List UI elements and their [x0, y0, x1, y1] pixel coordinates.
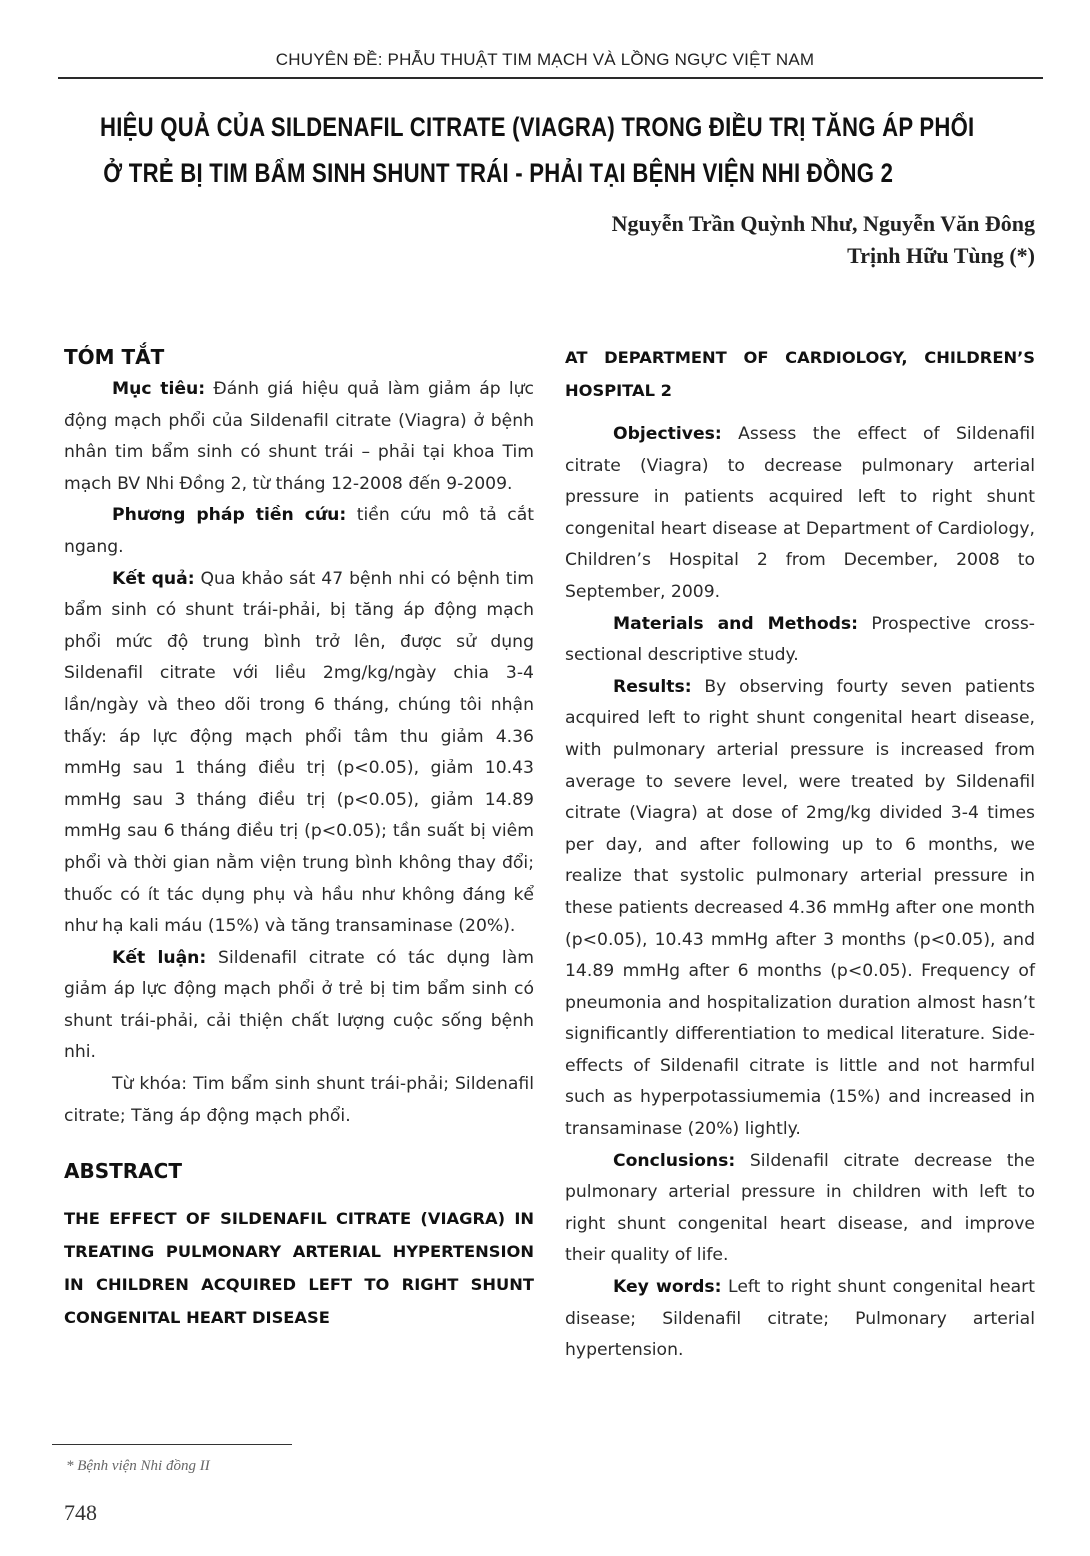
summary-results [64, 564, 534, 943]
objective-label: Mục tiêu: [112, 379, 206, 399]
abstract-title-part1: THE EFFECT OF SILDENAFIL CITRATE (VIAGRA) IN TREATING PULMONARY ARTERIAL HYPERTENSION IN CHILDREN ACQUIRED LEFT TO RIGHT SHUNT CONGENITAL HEART DISEASE [64, 1209, 534, 1328]
article-title [100, 104, 1051, 196]
abstract-title-part2: AT DEPARTMENT OF CARDIOLOGY, CHILDREN’S HOSPITAL 2 [565, 348, 1035, 400]
abstract-methods [565, 609, 1035, 672]
results-label-en: Results: [613, 676, 692, 697]
left-column [64, 340, 534, 1334]
authors-line-2: Trịnh Hữu Tùng (*) [847, 243, 1035, 268]
header-rule [58, 77, 1043, 79]
summary-conclusion [64, 943, 534, 1069]
spacer [64, 1132, 534, 1154]
abstract-objectives [565, 419, 1035, 609]
abstract-keywords [565, 1272, 1035, 1367]
results-text-en: By observing fourty seven patients acquired left to right shunt congenital heart disease, with pulmonary arterial pressure is increased from average to severe level, were treated by Sildenafil citrate (Viagra) at dose of 2mg/kg divided 3-4 times per day, and after following up to 6 months, we realize that systolic pulmonary arterial pressure in these patients decreased 4.36 mmHg after one month (p<0.05), 10.43 mmHg after 3 months (p<0.05), and 14.89 mmHg after 6 months (p<0.05). Frequency of pneumonia and hospitalization duration almost hasn’t significantly differentiation to medical literature. Side-effects of Sildenafil citrate is little and not harmful such as hyperpotassiumemia (15%) and increased in transaminase (20%) lightly. [565, 676, 1035, 1140]
objectives-label: Objectives: [613, 424, 722, 444]
running-header: CHUYÊN ĐỀ: PHẪU THUẬT TIM MẠCH VÀ LỒNG NGỰC VIỆT NAM [275, 50, 815, 69]
conclusion-label: Kết luận: [112, 947, 207, 968]
method-label: Phương pháp tiền cứu: [112, 505, 347, 526]
conclusions-label: Conclusions: [613, 1150, 736, 1171]
keywords-label: Key words: [613, 1277, 722, 1298]
summary-method [64, 500, 534, 563]
author-list [612, 208, 1035, 272]
spacer [64, 1188, 534, 1202]
summary-objective [64, 374, 534, 500]
abstract-heading: ABSTRACT [64, 1159, 182, 1184]
method-text: tiền cứu mô tả cắt ngang. [64, 505, 534, 557]
conclusions-text: Sildenafil citrate decrease the pulmonary arterial pressure in children with left to right shunt congenital heart disease, and improve their quality of life. [565, 1150, 1035, 1266]
keywords-text: Left to right shunt congenital heart disease; Sildenafil citrate; Pulmonary arterial hypertension. [565, 1277, 1035, 1361]
abstract-results [565, 672, 1035, 1146]
results-text: Qua khảo sát 47 bệnh nhi có bệnh tim bẩm sinh có shunt trái-phải, bị tăng áp động mạch phổi mức độ trung bình trở lên, được sử dụng Sildenafil citrate với liều 2mg/kg/ngày chia 3-4 lần/ngày và theo dõi trong 6 tháng, chúng tôi nhận thấy: áp lực động mạch phổi tâm thu giảm 4.36 mmHg sau 1 tháng điều trị (p<0.05), giảm 10.43 mmHg sau 3 tháng điều trị (p<0.05), giảm 14.89 mmHg sau 6 tháng điều trị (p<0.05); tần suất bị viêm phổi và thời gian nằm viện trung bình không thay đổi; thuốc có ít tác dụng phụ và hầu như không đáng kể như hạ kali máu (15%) và tăng transaminase (20%). [64, 568, 534, 937]
page-number: 748 [64, 1500, 97, 1525]
objective-text: Đánh giá hiệu quả làm giảm áp lực động mạch phổi của Sildenafil citrate (Viagra) ở bệnh nhân tim bẩm sinh có shunt trái – phải tại khoa Tim mạch BV Nhi Đồng 2, từ tháng 12-2008 đến 9-2009. [64, 379, 534, 494]
methods-label: Materials and Methods: [613, 613, 859, 634]
title-line-2: Ở TRẺ BỊ TIM BẨM SINH SHUNT TRÁI - PHẢI TẠI BỆNH VIỆN NHI ĐỒNG 2 [103, 158, 894, 188]
authors-line-1: Nguyễn Trần Quỳnh Như, Nguyễn Văn Đông [611, 211, 1035, 236]
summary-heading: TÓM TẮT [64, 345, 165, 369]
abstract-conclusions [565, 1146, 1035, 1272]
affiliation-footnote: * Bệnh viện Nhi đồng II [66, 1458, 210, 1474]
footnote-rule [52, 1444, 292, 1445]
methods-text: Prospective cross-sectional descriptive study. [565, 613, 1035, 666]
objectives-text: Assess the effect of Sildenafil citrate (Viagra) to decrease pulmonary arterial pressure in patients acquired left to right shunt congenital heart disease at Department of Cardiology, Children’s Hospital 2 from December, 2008 to September, 2009. [565, 424, 1035, 602]
summary-keywords: Từ khóa: Tim bẩm sinh shunt trái-phải; Sildenafil citrate; Tăng áp động mạch phổi. [64, 1074, 534, 1126]
right-column [565, 341, 1035, 1367]
results-label: Kết quả: [112, 568, 195, 589]
title-line-1: HIỆU QUẢ CỦA SILDENAFIL CITRATE (VIAGRA) TRONG ĐIỀU TRỊ TĂNG ÁP PHỔI [100, 112, 975, 142]
conclusion-text: Sildenafil citrate có tác dụng làm giảm áp lực động mạch phổi ở trẻ bị tim bẩm sinh có shunt trái-phải, cải thiện chất lượng cuộc sống bệnh nhi. [64, 947, 534, 1063]
